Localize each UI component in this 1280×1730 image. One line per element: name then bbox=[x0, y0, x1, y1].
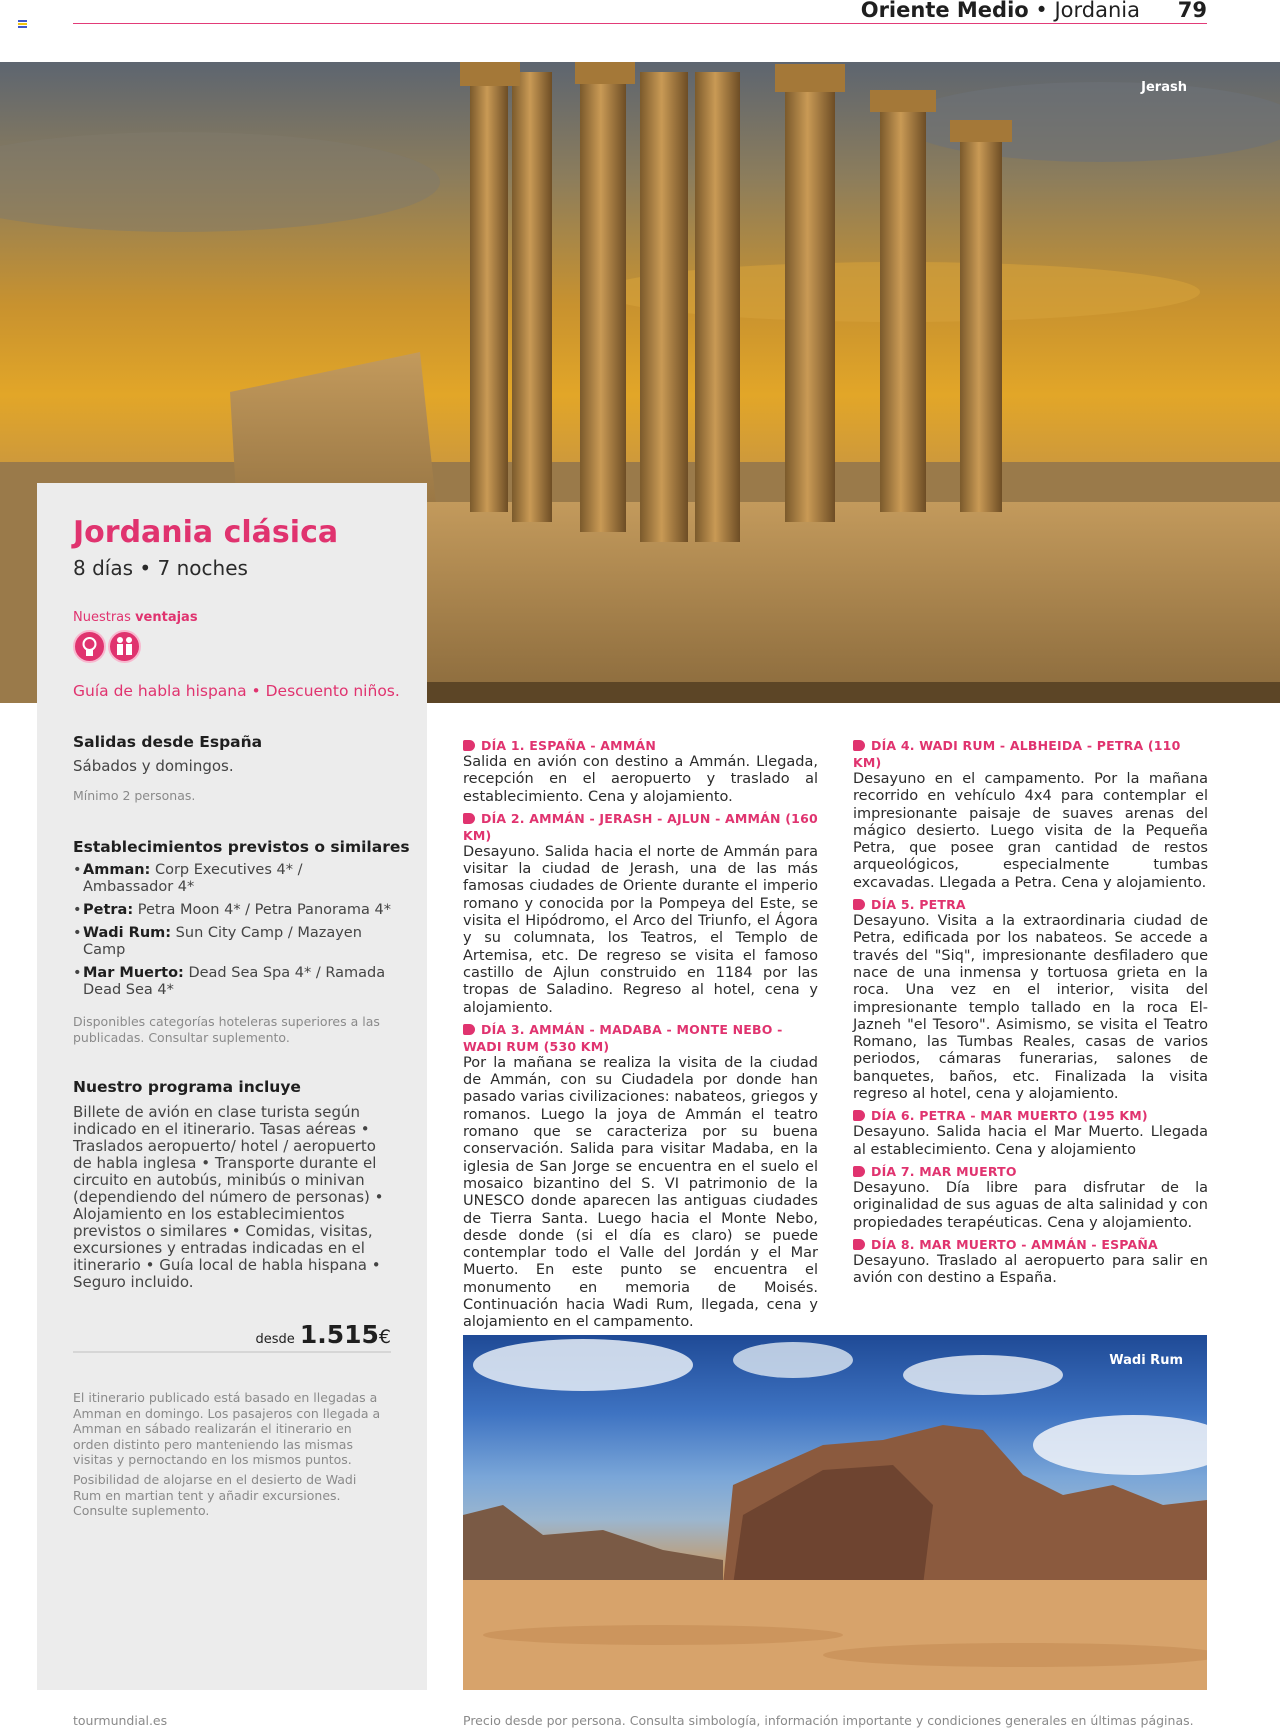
photo-caption-wadi-rum: Wadi Rum bbox=[1109, 1353, 1183, 1368]
departures-days: Sábados y domingos. bbox=[73, 757, 234, 775]
itinerary-day bbox=[853, 1163, 1208, 1232]
itinerary-day bbox=[853, 896, 1208, 1103]
day-text: Desayuno. Salida hacia el norte de Ammán para visitar la ciudad de Jerash, una de las más famosas ciudades de Oriente durante el imperio romano y conocida por la Pompeya del Este, se visita el Hipódromo, el Arco del Triunfo, el Ágora y su columnata, los Teatros, el Templo de Artemisa, etc. De regreso se visita el famoso castillo de Ajlun construido en 1184 por las tropas de Saladino. Regreso al hotel, cena y alojamiento. bbox=[463, 843, 818, 1016]
includes-heading: Nuestro programa incluye bbox=[73, 1078, 301, 1096]
day-title-text: DÍA 7. MAR MUERTO bbox=[871, 1163, 1017, 1179]
wadi-rum-photo bbox=[463, 1335, 1207, 1690]
region-label: Oriente Medio bbox=[860, 0, 1029, 22]
wadi-rum-illustration bbox=[463, 1335, 1207, 1690]
day-text: Desayuno. Visita a la extraordinaria ciudad de Petra, edificada por los nabateos. Se accede a través del "Siq", impresionante desfiladero que nace de una inmensa y tortuosa grieta en la roca. Una vez en el interior, visita del impresionante templo tallado en la roca El-Jazneh "el Tesoro". Asimismo, se visita el Teatro Romano, las Tumbas Reales, casas de varios periodos, cámaras funerarias, salones de banquetes, baños, etc. Finalizada la visita regreso al hotel, cena y alojamiento. bbox=[853, 913, 1208, 1103]
price-currency: € bbox=[378, 1326, 391, 1348]
advantages-label-prefix: Nuestras bbox=[73, 610, 136, 625]
family-icon bbox=[108, 630, 141, 663]
day-marker-icon bbox=[853, 899, 865, 910]
hotel-city: Amman: bbox=[83, 862, 151, 878]
advantages-text: Guía de habla hispana • Descuento niños. bbox=[73, 682, 400, 700]
country-label: Jordania bbox=[1054, 0, 1140, 22]
section-title bbox=[861, 0, 1140, 22]
hotel-names: Dead Sea Spa 4* / Ramada Dead Sea 4* bbox=[83, 965, 386, 998]
day-marker-icon bbox=[853, 1166, 865, 1177]
itinerary-column-2 bbox=[853, 737, 1208, 1291]
day-marker-icon bbox=[463, 740, 475, 751]
price-from: desde bbox=[255, 1332, 295, 1347]
hotel-item bbox=[73, 965, 393, 999]
hotel-city: Mar Muerto: bbox=[83, 965, 184, 981]
day-marker-icon bbox=[463, 813, 475, 824]
website-link[interactable]: tourmundial.es bbox=[73, 1713, 168, 1728]
header-rule bbox=[73, 23, 1207, 24]
itinerary-day bbox=[463, 810, 818, 1017]
day-marker-icon bbox=[853, 1239, 865, 1250]
hotel-names: Petra Moon 4* / Petra Panorama 4* bbox=[137, 902, 391, 918]
day-title-text: DÍA 6. PETRA - MAR MUERTO (195 KM) bbox=[871, 1108, 1148, 1124]
itinerary-day bbox=[463, 737, 818, 806]
day-title bbox=[463, 737, 818, 754]
advantages-label-bold: ventajas bbox=[135, 610, 198, 625]
hotel-item bbox=[73, 862, 393, 896]
itinerary-day bbox=[853, 737, 1208, 892]
page-number: 79 bbox=[1177, 0, 1207, 22]
day-title-text: DÍA 8. MAR MUERTO - AMMÁN - ESPAÑA bbox=[871, 1236, 1158, 1252]
trip-duration: 8 días • 7 noches bbox=[73, 556, 248, 580]
day-text: Desayuno. Día libre para disfrutar de la originalidad de sus aguas de alta salinidad y con propiedades terapéuticas. Cena y alojamiento. bbox=[853, 1179, 1208, 1231]
day-title-text: DÍA 1. ESPAÑA - AMMÁN bbox=[481, 738, 656, 753]
day-marker-icon bbox=[463, 1024, 475, 1035]
day-title bbox=[853, 1107, 1208, 1124]
guide-icon bbox=[73, 630, 106, 663]
includes-text: Billete de avión en clase turista según indicado en el itinerario. Tasas aéreas • Traslados aeropuerto/ hotel / aeropuerto de habla inglesa • Transporte durante el circuito en autobús, minibús o minivan (dependiendo del número de personas) • Alojamiento en los establecimientos previstos o similares • Comidas, visitas, excursiones y entradas indicadas en el itinerario • Guía local de habla hispana • Seguro incluido. bbox=[73, 1103, 384, 1291]
advantages-label bbox=[73, 610, 198, 625]
day-title bbox=[853, 896, 1208, 913]
day-title-text: DÍA 2. AMMÁN - JERASH - AJLUN - AMMÁN (160 KM) bbox=[463, 810, 818, 843]
day-text: Por la mañana se realiza la visita de la ciudad de Ammán, con su Ciudadela por donde han pasado varias civilizaciones: nabateos, griegos y romanos. Luego la joya de Ammán el teatro romano que se caracteriza por su buena conservación. Salida para visitar Madaba, en la iglesia de San Jorge se encuentra en el suelo el mosaico bizantino del S. VI patrimonio de la UNESCO donde aparecen las antiguas ciudades de Tierra Santa. Luego hacia el Monte Nebo, desde donde (si el día es claro) se puede contemplar todo el Valle del Jordán y el Mar Muerto. En este punto se encuentra el monumento en memoria de Moisés. Continuación hacia Wadi Rum, llegada, cena y alojamiento en el campamento. bbox=[463, 1054, 818, 1331]
hotel-names: Corp Executives 4* / Ambassador 4* bbox=[83, 862, 303, 895]
day-title bbox=[463, 1021, 818, 1055]
departures-minimum: Mínimo 2 personas. bbox=[73, 788, 196, 803]
day-title bbox=[853, 1163, 1208, 1180]
desert-note: Posibilidad de alojarse en el desierto de Wadi Rum en martian tent y añadir excursiones. Consulte suplemento. bbox=[73, 1472, 357, 1518]
day-title bbox=[853, 1236, 1208, 1253]
header-separator: • bbox=[1028, 0, 1055, 22]
price-amount: 1.515 bbox=[299, 1320, 379, 1349]
day-title-text: DÍA 5. PETRA bbox=[871, 897, 966, 913]
footer-disclaimer: Precio desde por persona. Consulta simbología, información importante y condiciones generales en últimas páginas. bbox=[463, 1713, 1194, 1728]
price bbox=[255, 1320, 391, 1349]
hotel-names: Sun City Camp / Mazayen Camp bbox=[83, 925, 362, 958]
day-text: Desayuno. Traslado al aeropuerto para salir en avión con destino a España. bbox=[853, 1252, 1208, 1287]
itinerary-day bbox=[853, 1236, 1208, 1288]
day-text: Desayuno en el campamento. Por la mañana recorrido en vehículo 4x4 para contemplar el impresionante paisaje de suaves arenas del mágico desierto. Luego visita de la Pequeña Petra, que posee gran cantidad de restos arqueológicos, especialmente tumbas excavadas. Llegada a Petra. Cena y alojamiento. bbox=[853, 771, 1208, 891]
hotel-item bbox=[73, 902, 393, 919]
day-text: Salida en avión con destino a Ammán. Llegada, recepción en el aeropuerto y traslado al establecimiento. Cena y alojamiento. bbox=[463, 754, 818, 805]
itinerary-note: El itinerario publicado está basado en llegadas a Amman en domingo. Los pasajeros con llegada a Amman en sábado realizarán el itinerario en orden distinto pero manteniendo las mismas visitas y pernoctando en los mismos puntos. bbox=[73, 1390, 381, 1467]
flag-icon bbox=[18, 20, 27, 27]
photo-caption-jerash: Jerash bbox=[1141, 80, 1187, 95]
day-title bbox=[463, 810, 818, 844]
hotels-note: Disponibles categorías hoteleras superiores a las publicadas. Consultar suplemento. bbox=[73, 1014, 380, 1045]
hotels-heading: Establecimientos previstos o similares bbox=[73, 838, 410, 856]
trip-title: Jordania clásica bbox=[73, 515, 339, 550]
hotel-item bbox=[73, 925, 393, 959]
hotel-city: Petra: bbox=[83, 902, 134, 918]
day-marker-icon bbox=[853, 1110, 865, 1121]
hotel-city: Wadi Rum: bbox=[83, 925, 172, 941]
day-title-text: DÍA 3. AMMÁN - MADABA - MONTE NEBO - WADI RUM (530 KM) bbox=[463, 1021, 783, 1054]
itinerary-day bbox=[463, 1021, 818, 1332]
departures-heading: Salidas desde España bbox=[73, 733, 263, 751]
price-divider bbox=[73, 1351, 391, 1353]
itinerary-column-1 bbox=[463, 737, 818, 1336]
day-title-text: DÍA 4. WADI RUM - ALBHEIDA - PETRA (110 KM) bbox=[853, 738, 1181, 770]
itinerary-day bbox=[853, 1107, 1208, 1159]
day-text: Desayuno. Salida hacia el Mar Muerto. Llegada al establecimiento. Cena y alojamiento bbox=[853, 1124, 1208, 1158]
hotels-list bbox=[73, 862, 393, 1005]
day-title bbox=[853, 737, 1208, 771]
day-marker-icon bbox=[853, 740, 865, 751]
